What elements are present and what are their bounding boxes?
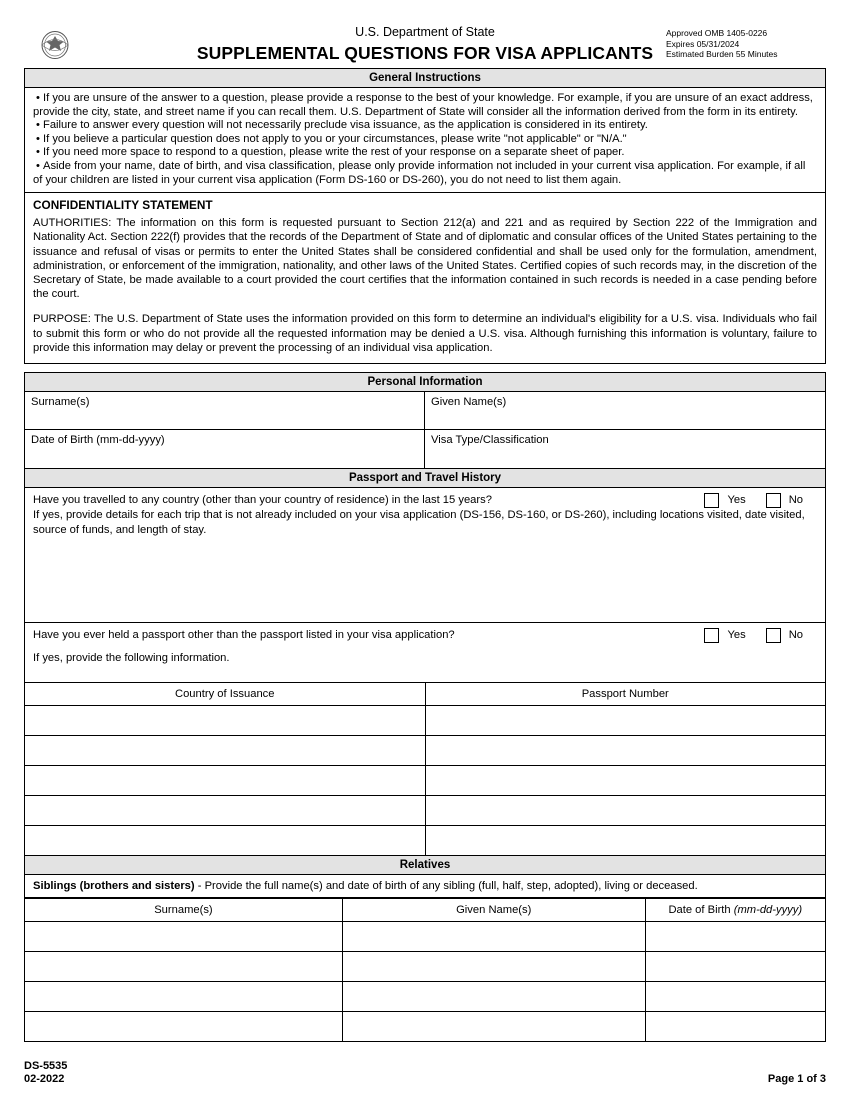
sibling-given-name-cell[interactable] <box>342 921 645 951</box>
table-row <box>25 1011 826 1041</box>
page-title: SUPPLEMENTAL QUESTIONS FOR VISA APPLICANTS <box>196 43 654 63</box>
travel-q1-no-checkbox[interactable] <box>766 493 781 508</box>
personal-information-row-1 <box>25 392 825 430</box>
travel-q1-answer-area[interactable] <box>33 538 817 616</box>
page-number: Page 1 of 3 <box>767 1073 826 1085</box>
instruction-item: • If you need more space to respond to a question, please write the rest of your response on a separate sheet of paper. <box>36 146 625 159</box>
siblings-col-surname: Surname(s) <box>25 898 343 921</box>
sibling-surname-cell[interactable] <box>25 951 343 981</box>
instruction-item: • Failure to answer every question will not necessarily preclude visa issuance, as the application is considered in its entirety. <box>36 119 648 132</box>
general-instructions-list <box>25 88 825 192</box>
passport-country-cell[interactable] <box>25 765 426 795</box>
travel-q2-no-label: No <box>788 628 803 641</box>
confidentiality-authorities: AUTHORITIES: The information on this form is requested pursuant to Section 212(a) and 221 and as required by Section 222 of the Immigration and Nationality Act. Section 222(f) provides that the records of the Department of State and of diplomatic and consular offices of the United States pertaining to the issuance and refusal of visas or permits to enter the United States shall be considered confidential and shall be used only for the formulation, amendment, administration, or enforcement of the immigration, nationality, and other laws of the United States. Certified copies of such records may, in the discretion of the Secretary of State, be made available to a court provided the court certifies that the information contained in such records is needed in a case pending before the court. <box>33 217 817 301</box>
passport-country-cell[interactable] <box>25 735 426 765</box>
passport-country-cell[interactable] <box>25 705 426 735</box>
instruction-item: • Aside from your name, date of birth, and visa classification, please only provide information not included in your current visa application. For example, if all of your children are listed in your current visa application (Form DS-160 or DS-260), you do not need to list them again. <box>33 159 806 186</box>
travel-q2-line-2: If yes, provide the following information. <box>33 651 230 664</box>
instruction-text: Failure to answer every question will not necessarily preclude visa issuance, as the application is considered in its entirety. <box>43 119 648 132</box>
page-header <box>24 22 826 68</box>
confidentiality-purpose: PURPOSE: The U.S. Department of State uses the information provided on this form to determine an individual's eligibility for a U.S. visa. Individuals who fail to submit this form or who do not provide all the requested information may be denied a U.S. visa. Although furnishing this information is voluntary, failure to provide this information may delay or prevent the processing of an individual visa application. <box>33 313 817 354</box>
siblings-note <box>25 875 825 898</box>
passport-table <box>24 682 826 856</box>
siblings-col-given-name: Given Name(s) <box>342 898 645 921</box>
table-row <box>25 981 826 1011</box>
siblings-table-header-row <box>25 898 826 921</box>
passport-table-col-number: Passport Number <box>425 682 826 705</box>
date-of-birth-field[interactable] <box>25 430 425 468</box>
siblings-col-dob: Date of Birth (mm-dd-yyyy) <box>645 898 825 921</box>
travel-q1-answer-group <box>704 493 817 508</box>
given-name-label: Given Name(s) <box>431 395 507 408</box>
personal-information-band: Personal Information <box>25 373 825 392</box>
sibling-dob-cell[interactable] <box>645 981 825 1011</box>
passport-country-cell[interactable] <box>25 795 426 825</box>
travel-q1-line-1: Have you travelled to any country (other than your country of residence) in the last 15 years? <box>33 493 492 506</box>
travel-q1-yes-label: Yes <box>727 493 746 506</box>
sibling-surname-cell[interactable] <box>25 1011 343 1041</box>
confidentiality-body <box>25 214 825 363</box>
sibling-surname-cell[interactable] <box>25 981 343 1011</box>
passport-number-cell[interactable] <box>425 705 826 735</box>
travel-q2-no-checkbox[interactable] <box>766 628 781 643</box>
confidentiality-section <box>24 192 826 364</box>
sibling-given-name-cell[interactable] <box>342 1011 645 1041</box>
passport-number-cell[interactable] <box>425 735 826 765</box>
table-row <box>25 735 826 765</box>
passport-number-cell[interactable] <box>425 795 826 825</box>
travel-question-2 <box>25 623 825 682</box>
form-number: DS-5535 <box>24 1060 68 1072</box>
instruction-text: Aside from your name, date of birth, and visa classification, please only provide information not included in your current visa application. For example, if all of your children are listed in your current visa application (Form DS-160 or DS-260), you do not need to list them again. <box>33 159 806 186</box>
table-row <box>25 795 826 825</box>
form-date: 02-2022 <box>24 1073 65 1085</box>
us-department-of-state-seal-icon <box>32 24 78 66</box>
table-row <box>25 951 826 981</box>
passport-number-cell[interactable] <box>425 765 826 795</box>
sibling-dob-cell[interactable] <box>645 1011 825 1041</box>
general-instructions-band: General Instructions <box>25 69 825 88</box>
department-name: U.S. Department of State <box>355 25 495 39</box>
page-footer <box>24 1060 826 1086</box>
omb-info <box>666 28 826 60</box>
sibling-given-name-cell[interactable] <box>342 981 645 1011</box>
omb-approved: Approved OMB 1405-0226 <box>666 28 768 38</box>
personal-information-row-2 <box>25 430 825 468</box>
passport-table-col-country: Country of Issuance <box>25 682 426 705</box>
travel-question-1 <box>25 488 825 622</box>
instruction-item: • If you are unsure of the answer to a question, please provide a response to the best of your knowledge. For example, if you are unsure of an exact address, provide the city, state, and street name if you can recall them. U.S. Department of State will consider all the information derived from the form in its entirety. <box>33 92 813 118</box>
instruction-text: If you believe a particular question does not apply to you or your circumstances, please write "not applicable" or "N/A." <box>43 132 627 145</box>
passport-number-cell[interactable] <box>425 825 826 855</box>
general-instructions-section <box>24 68 826 192</box>
sibling-dob-cell[interactable] <box>645 951 825 981</box>
omb-expires: Expires 05/31/2024 <box>666 38 740 49</box>
visa-type-label: Visa Type/Classification <box>431 433 549 446</box>
instruction-text: If you need more space to respond to a question, please write the rest of your response on a separate sheet of paper. <box>43 146 625 159</box>
table-row <box>25 705 826 735</box>
travel-q2-yes-checkbox[interactable] <box>704 628 719 643</box>
sibling-dob-cell[interactable] <box>645 921 825 951</box>
visa-type-field[interactable] <box>425 430 825 468</box>
relatives-section <box>24 856 826 898</box>
travel-q1-line-2: If yes, provide details for each trip that is not already included on your visa application (DS-156, DS-160, or DS-260), including locations visited, date visited, source of funds, and length of stay. <box>33 508 805 536</box>
table-row <box>25 825 826 855</box>
travel-q1-yes-checkbox[interactable] <box>704 493 719 508</box>
siblings-note-rest: - Provide the full name(s) and date of birth of any sibling (full, half, step, adopted), living or deceased. <box>194 879 698 892</box>
siblings-note-bold: Siblings (brothers and sisters) <box>33 879 195 892</box>
sibling-surname-cell[interactable] <box>25 921 343 951</box>
relatives-band: Relatives <box>25 856 825 875</box>
passport-travel-section <box>24 468 826 682</box>
travel-q1-no-label: No <box>788 493 803 506</box>
instruction-text: If you are unsure of the answer to a question, please provide a response to the best of your knowledge. For example, if you are unsure of an exact address, provide the city, state, and street name if you can recall them. U.S. Department of State will consider all the information derived from the form in its entirety. <box>33 92 813 118</box>
personal-information-section <box>24 372 826 468</box>
siblings-table <box>24 898 826 1042</box>
sibling-given-name-cell[interactable] <box>342 951 645 981</box>
given-name-field[interactable] <box>425 392 825 430</box>
table-row <box>25 765 826 795</box>
travel-q2-line-1: Have you ever held a passport other than the passport listed in your visa application? <box>33 628 455 641</box>
passport-travel-band: Passport and Travel History <box>25 469 825 488</box>
travel-q2-yes-label: Yes <box>727 628 746 641</box>
surname-field[interactable] <box>25 392 425 430</box>
surname-label: Surname(s) <box>31 395 90 408</box>
date-of-birth-label: Date of Birth (mm-dd-yyyy) <box>31 433 165 446</box>
omb-burden: Estimated Burden 55 Minutes <box>666 49 778 59</box>
table-row <box>25 921 826 951</box>
passport-table-header-row <box>25 682 826 705</box>
passport-country-cell[interactable] <box>25 825 426 855</box>
confidentiality-heading: CONFIDENTIALITY STATEMENT <box>33 198 213 213</box>
travel-q2-answer-group <box>704 628 817 643</box>
instruction-item: • If you believe a particular question does not apply to you or your circumstances, please write "not applicable" or "N/A." <box>36 132 627 145</box>
